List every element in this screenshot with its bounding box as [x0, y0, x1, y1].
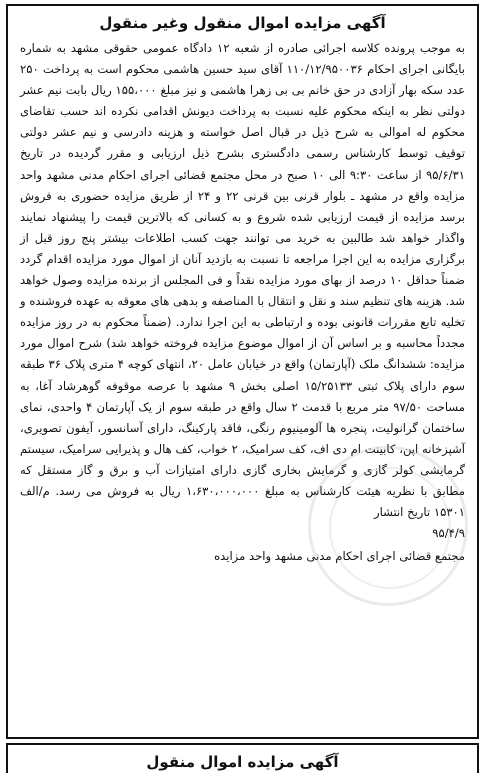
next-notice-header — [6, 743, 479, 773]
notice-body: به موجب پرونده کلاسه اجرائی صادره از شعبه ۱۲ دادگاه عمومی حقوقی مشهد به شماره بایگانی اجرای احکام ۱۱۰/۱۲/۹۵۰۰۳۶ آقای سید حسین هاشمی محکوم است به پرداخت ۲۵۰ عدد سکه بهار آزادی در حق خانم بی بی زهرا هاشمی و نیز مبلغ ۱۵۵،۰۰۰ ریال بابت نیم عشر دولتی نظر به اینکه محکوم علیه نسبت به پرداخت دیونش اقدامی نکرده اند حسب تقاضای محکوم له اموالی به شرح ذیل در قبال اصل خواسته و هزینه دادرسی و نیم عشر دولتی توقیف توسط کارشناس رسمی دادگستری بشرح ذیل ارزیابی و مقرر گردیده در تاریخ ۹۵/۶/۳۱ از ساعت ۹:۳۰ الی ۱۰ صبح در محل مجتمع قضائی اجرای احکام مدنی مشهد واحد مزایده واقع در مشهد ـ بلوار قرنی بین قرنی ۲۲ و ۲۴ از طریق مزایده حضوری به فروش برسد مزایده از قیمت ارزیابی شده شروع و به کسانی که بالاترین قیمت را پیشنهاد نمایند واگذار خواهد شد طالبین به خرید می توانند جهت کسب اطلاعات بیشتر پنج روز قبل از برگزاری مزایده به این اجرا مراجعه تا نسبت به بازدید آنان از اموال مورد مزایده اقدام گردد ضمناً حداقل ۱۰ درصد از بهای مورد مزایده نقداً و فی المجلس از برنده مزایده وصول خواهد شد. هزینه های تنظیم سند و نقل و انتقال با المناصفه و بدهی های معوقه به عهده فروشنده و تخلیه تابع مقررات قانونی بوده و ارتباطی به این اجرا ندارد. (ضمناً محکوم به در روز مزایده مجدداً محاسبه و بر اساس آن از اموال موضوع مزایده فروخته خواهد شد) شرح اموال مورد مزایده: ششدانگ ملک (آپارتمان) واقع در خیابان عامل ۲۰، انتهای کوچه ۴ متری پلاک ۳۶ طبقه سوم دارای پلاک ثبتی ۱۵/۲۵۱۳۳ اصلی بخش ۹ مشهد با عرصه موقوفه گوهرشاد آغا، به مساحت ۹۷/۵۰ متر مربع با قدمت ۲ سال واقع در طبقه سوم از یک آپارتمان ۴ واحدی، نمای ساختمان گرانولیت، پنجره ها آلومینیوم رنگی، فاقد پارکینگ، دارای آسانسور، آیفون تصویری، آشپزخانه اپن، کابینت ام دی اف، کف سرامیک، ۲ خواب، کف هال و پذیرایی سرامیک، سیستم گرمایشی کولر گازی و گرمایش بخاری گازی دارای امتیازات آب و برق و گاز مستقل که مطابق با نظریه هیئت کارشناس به مبلغ ۱،۶۳۰،۰۰۰،۰۰۰ ریال به فروش می رسد. م/الف ۱۵۳۰۱ تاریخ انتشار — [20, 41, 466, 520]
notice-signature: مجتمع قضائی اجرای احکام مدنی مشهد واحد مزایده — [214, 549, 465, 564]
publication-date: ۹۵/۴/۹ — [432, 526, 465, 541]
notice-title: آگهی مزایده اموال منقول وغیر منقول — [99, 14, 386, 32]
auction-notice — [6, 4, 479, 739]
next-notice-title: آگهی مزایده اموال منقول — [146, 753, 339, 771]
